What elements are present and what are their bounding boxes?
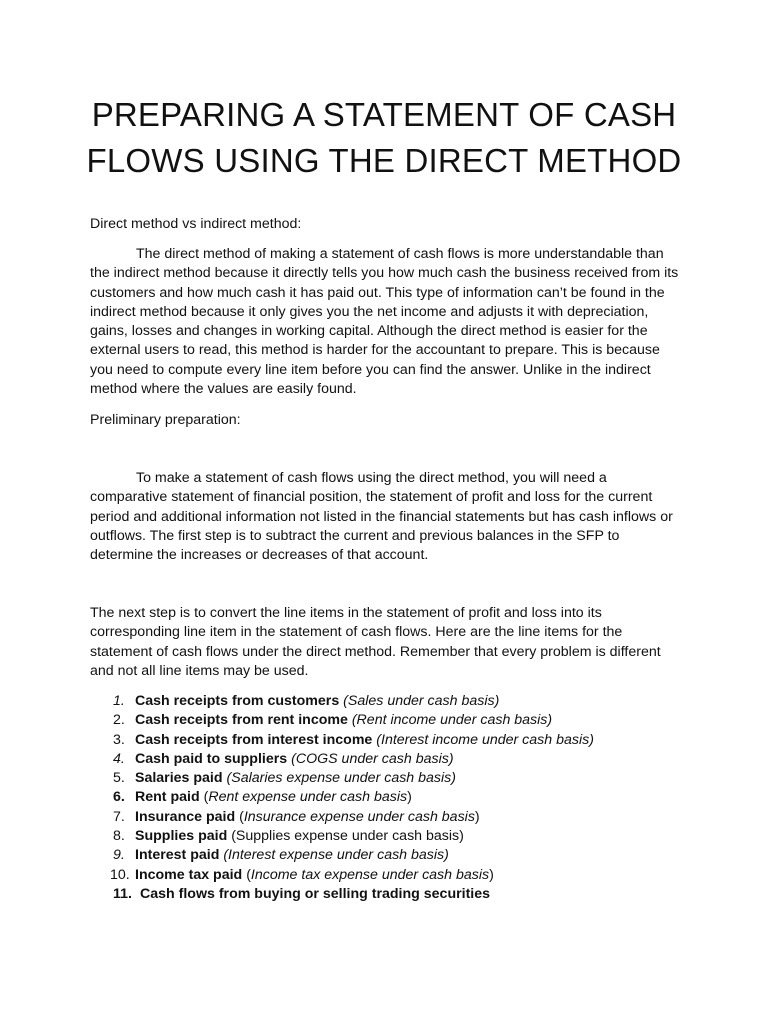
list-number: 5. <box>113 770 125 787</box>
list-item-note-close: ) <box>407 789 412 806</box>
list-item-note: (Salaries expense under cash basis) <box>226 770 456 787</box>
title-line-2: FLOWS USING THE DIRECT METHOD <box>86 142 682 179</box>
list-item <box>90 731 690 750</box>
list-item-note-close: ) <box>489 866 494 883</box>
title-line-1: PREPARING A STATEMENT OF CASH <box>91 96 677 133</box>
list-number: 1. <box>113 693 125 709</box>
list-number: 6. <box>113 789 125 806</box>
list-number: 10. <box>110 866 130 883</box>
paragraph-direct-vs-indirect: The direct method of making a statement of cash flows is more understandable than the indirect method because it directly tells you how much cash the business received from its customers and how much cash it has paid out. This type of information can’t be found in the indirect method because it only gives you the net income and adjusts it with depreciation, gains, losses and changes in working capital. Although the direct method is easier for the external users to read, this method is harder for the accountant to prepare. This is because you need to compute every line item before you can find the answer. Unlike in the indirect method where the values are easily found. <box>90 246 679 398</box>
list-item-label: Salaries paid <box>135 770 223 787</box>
list-item-note-open: ( <box>239 808 244 825</box>
list-number: 3. <box>113 731 125 748</box>
list-item-label: Cash paid to suppliers <box>135 750 288 767</box>
list-item-note: (Rent income under cash basis) <box>351 712 553 729</box>
list-item-note: (COGS under cash basis) <box>291 750 454 767</box>
list-item <box>90 808 690 827</box>
list-item <box>90 885 690 904</box>
list-item-note: (Supplies expense under cash basis) <box>231 828 464 845</box>
list-item-note: (Interest expense under cash basis) <box>223 847 449 864</box>
list-item-label: Rent paid <box>135 789 200 806</box>
list-item <box>90 788 690 807</box>
list-number: 8. <box>113 828 125 845</box>
list-item-note: Income tax expense under cash basis <box>250 866 490 883</box>
list-item <box>90 750 690 769</box>
list-number: 11. <box>113 885 132 902</box>
list-item-label: Cash receipts from interest income <box>135 731 373 748</box>
list-item <box>90 827 690 846</box>
list-number: 4. <box>113 750 125 767</box>
list-item-note-open: ( <box>246 866 251 883</box>
paragraph-preliminary: To make a statement of cash flows using the direct method, you will need a comparative statement of financial position, the statement of profit and loss for the current period and additional information not listed in the financial statements but has cash inflows or outflows. The first step is to subtract the current and previous balances in the SFP to determine the increases or decreases of that account. <box>90 470 673 564</box>
list-item-note: (Interest income under cash basis) <box>376 731 594 748</box>
list-item-label: Supplies paid <box>135 828 228 845</box>
list-number: 2. <box>113 712 125 729</box>
list-item <box>90 769 690 788</box>
list-item <box>90 846 690 865</box>
list-item <box>90 711 690 730</box>
list-item-note: (Sales under cash basis) <box>343 693 500 709</box>
list-item-label: Income tax paid <box>135 866 243 883</box>
list-item <box>90 866 690 885</box>
list-item-label: Insurance paid <box>135 808 236 825</box>
paragraph-next-step: The next step is to convert the line items in the statement of profit and loss into its corresponding line item in the statement of cash flows. Here are the line items for the statement of cash flows under the direct method. Remember that every problem is different and not all line items may be used. <box>90 605 661 679</box>
list-number: 9. <box>113 847 125 864</box>
list-item-label: Cash receipts from customers <box>135 693 340 709</box>
list-item-note: Insurance expense under cash basis <box>243 808 475 825</box>
section-heading-direct-vs-indirect: Direct method vs indirect method: <box>90 216 302 232</box>
list-item <box>90 692 690 711</box>
list-item-note-close: ) <box>474 808 480 825</box>
list-item-label: Interest paid <box>135 847 220 864</box>
list-item-label: Cash flows from buying or selling trading securities <box>140 885 491 902</box>
line-items-list <box>90 692 690 904</box>
list-number: 7. <box>113 808 125 825</box>
list-item-note-open: ( <box>203 789 209 806</box>
list-item-note: Rent expense under cash basis <box>208 789 408 806</box>
list-item-label: Cash receipts from rent income <box>135 712 348 729</box>
page-title <box>60 92 708 184</box>
section-heading-preliminary: Preliminary preparation: <box>90 412 241 428</box>
